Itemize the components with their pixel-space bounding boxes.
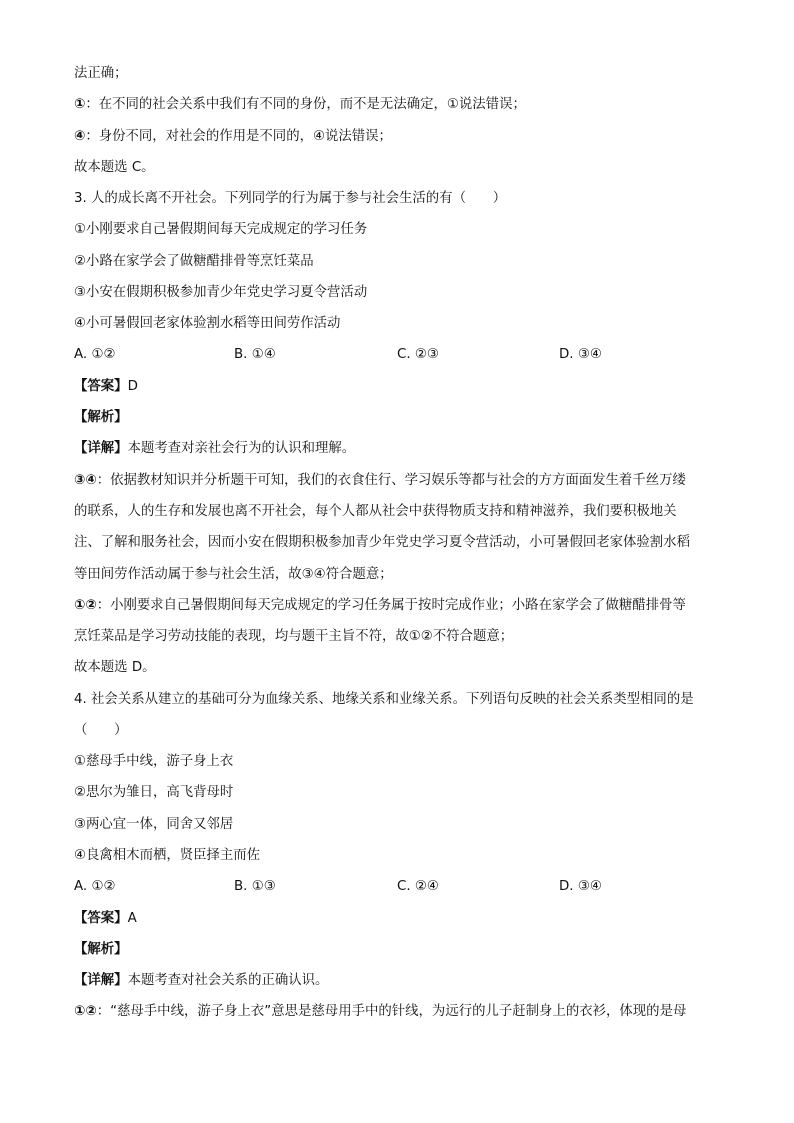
detail-text: 本题考查对社会关系的正确认识。 [127, 973, 329, 988]
q3-item-3: ③小安在假期积极参加青少年党史学习夏令营活动 [74, 285, 368, 300]
continuation-line-3 [74, 126, 724, 148]
detail-label: 【详解】 [74, 973, 128, 988]
answer-label: 【答案】 [74, 379, 128, 394]
option-tag: ① [74, 97, 86, 112]
q4-stem-line1: 4. 社会关系从建立的基础可分为血缘关系、地缘关系和业缘关系。下列语句反映的社会关系类型相同的是 [74, 692, 694, 707]
q3-para2-line2: 烹饪菜品是学习劳动技能的表现，均与题干主旨不符，故①②不符合题意； [74, 629, 514, 644]
continuation-line-1: 法正确； [74, 66, 128, 81]
q4-option-d: D. ③④ [559, 879, 602, 894]
line-text: ：小刚要求自己暑假期间每天完成规定的学习任务属于按时完成作业；小路在家学会了做糖醋排骨等 [96, 598, 686, 613]
answer-label: 【答案】 [74, 911, 128, 926]
q3-para1-line1 [74, 470, 724, 492]
q3-analysis-label: 【解析】 [74, 410, 128, 425]
option-tag: ①② [74, 598, 97, 613]
q4-analysis-label: 【解析】 [74, 942, 128, 957]
q3-option-c: C. ②③ [397, 347, 439, 362]
q4-option-c: C. ②④ [397, 879, 439, 894]
continuation-conclusion: 故本题选 C。 [74, 160, 155, 175]
q3-para1-line3: 注、了解和服务社会，因而小安在假期积极参加青少年党史学习夏令营活动，小可暑假回老家体验割水稻 [74, 535, 690, 550]
q3-option-a: A. ①② [74, 347, 116, 362]
q4-item-3: ③两心宜一体，同舍又邻居 [74, 817, 234, 832]
line-text: ：“慈母手中线，游子身上衣”意思是慈母用手中的针线，为远行的儿子赶制身上的衣衫，体现的是母 [96, 1004, 687, 1019]
q4-item-4: ④良禽相木而栖，贤臣择主而佐 [74, 848, 261, 863]
q4-stem-line2: （ ） [74, 723, 128, 738]
detail-label: 【详解】 [74, 441, 128, 456]
line-text: ：依据教材知识并分析题干可知，我们的衣食住行、学习娱乐等都与社会的方方面面发生着千丝万缕 [96, 473, 686, 488]
q3-option-b: B. ①④ [234, 347, 276, 362]
q3-option-d: D. ③④ [559, 347, 602, 362]
q3-answer [74, 376, 724, 398]
q4-detail [74, 970, 724, 992]
q4-answer [74, 908, 724, 930]
q4-option-b: B. ①③ [234, 879, 276, 894]
option-tag: ④ [74, 129, 86, 144]
option-tag: ①② [74, 1004, 97, 1019]
q4-item-1: ①慈母手中线，游子身上衣 [74, 754, 234, 769]
option-tag: ③④ [74, 473, 97, 488]
q4-item-2: ②思尔为雏日，高飞背母时 [74, 785, 234, 800]
q3-stem: 3. 人的成长离不开社会。下列同学的行为属于参与社会生活的有（ ） [74, 191, 507, 206]
q3-conclusion: 故本题选 D。 [74, 660, 156, 675]
q4-option-a: A. ①② [74, 879, 116, 894]
q3-item-1: ①小刚要求自己暑假期间每天完成规定的学习任务 [74, 222, 368, 237]
continuation-line-2 [74, 94, 724, 116]
line-text: ：身份不同，对社会的作用是不同的，④说法错误； [85, 129, 392, 144]
q3-item-4: ④小可暑假回老家体验割水稻等田间劳作活动 [74, 316, 341, 331]
q3-para2-line1 [74, 595, 724, 617]
answer-value: A [127, 911, 137, 926]
answer-value: D [127, 379, 138, 394]
detail-text: 本题考查对亲社会行为的认识和理解。 [127, 441, 356, 456]
q4-para1-line1 [74, 1001, 724, 1023]
q3-para1-line2: 的联系，人的生存和发展也离不开社会，每个人都从社会中获得物质支持和精神滋养，我们要积极地关 [74, 504, 677, 519]
q3-para1-line4: 等田间劳作活动属于参与社会生活，故③④符合题意； [74, 567, 393, 582]
q3-item-2: ②小路在家学会了做糖醋排骨等烹饪菜品 [74, 254, 314, 269]
line-text: ：在不同的社会关系中我们有不同的身份，而不是无法确定，①说法错误； [85, 97, 526, 112]
q3-detail [74, 438, 724, 460]
